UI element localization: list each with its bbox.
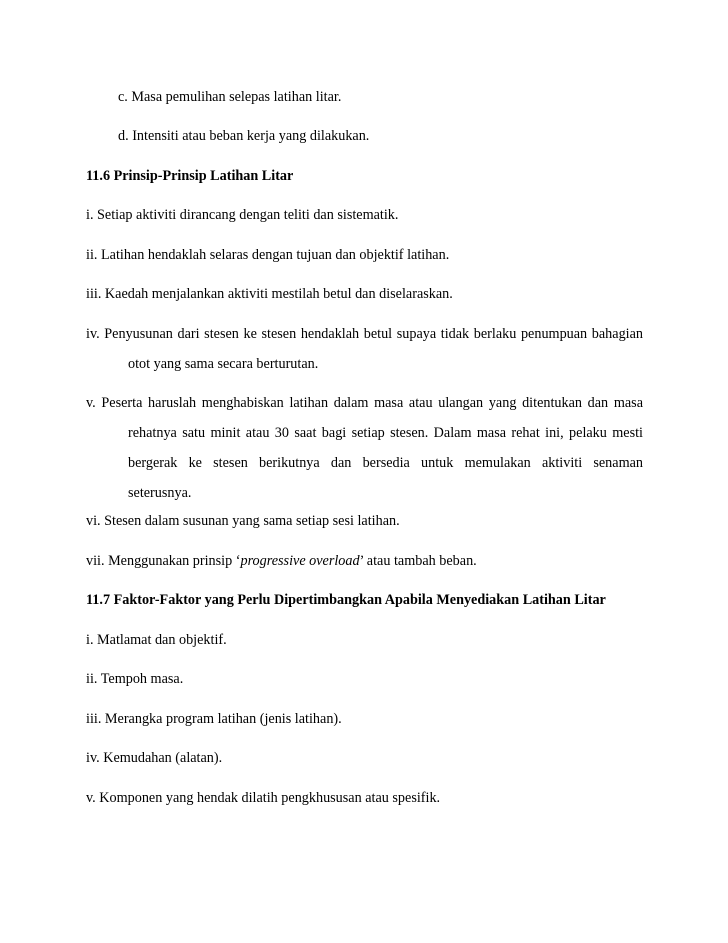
factor-item-ii: ii. Tempoh masa. [86,671,184,687]
principle-item-vii-emphasis: progressive overload [240,553,360,569]
principle-item-iv [86,324,643,374]
principle-item-v-line-4: seterusnya. [128,485,192,501]
section-heading-11-6: 11.6 Prinsip-Prinsip Latihan Litar [86,168,294,184]
section-heading-11-7: 11.7 Faktor-Faktor yang Perlu Dipertimbangkan Apabila Menyediakan Latihan Litar [86,592,606,608]
factor-item-i: i. Matlamat dan objektif. [86,632,227,648]
list-item-c: c. Masa pemulihan selepas latihan litar. [118,89,342,105]
list-item-d: d. Intensiti atau beban kerja yang dilakukan. [118,128,370,144]
principle-item-i: i. Setiap aktiviti dirancang dengan teliti dan sistematik. [86,207,399,223]
principle-item-iv-line-1: iv. Penyusunan dari stesen ke stesen hendaklah betul supaya tidak berlaku penumpuan bahagian [86,326,643,342]
principle-item-ii: ii. Latihan hendaklah selaras dengan tujuan dan objektif latihan. [86,247,450,263]
principle-item-vi: vi. Stesen dalam susunan yang sama setiap sesi latihan. [86,513,400,529]
principle-item-vii [86,551,477,571]
factor-item-iv: iv. Kemudahan (alatan). [86,750,223,766]
factor-item-v: v. Komponen yang hendak dilatih pengkhususan atau spesifik. [86,790,441,806]
principle-item-v-line-2: rehatnya satu minit atau 30 saat bagi setiap stesen. Dalam masa rehat ini, pelaku mesti [128,425,643,441]
principle-item-v-line-3: bergerak ke stesen berikutnya dan bersedia untuk memulakan aktiviti senaman [128,455,643,471]
principle-item-iv-line-2: otot yang sama secara berturutan. [128,356,319,372]
principle-item-v [86,393,643,503]
principle-item-iii: iii. Kaedah menjalankan aktiviti mestilah betul dan diselaraskan. [86,286,453,302]
principle-item-vii-suffix: ’ atau tambah beban. [359,553,477,569]
principle-item-vii-prefix: vii. Menggunakan prinsip ‘ [86,553,241,569]
principle-item-v-line-1: v. Peserta haruslah menghabiskan latihan dalam masa atau ulangan yang ditentukan dan masa [86,395,643,411]
factor-item-iii: iii. Merangka program latihan (jenis latihan). [86,711,342,727]
